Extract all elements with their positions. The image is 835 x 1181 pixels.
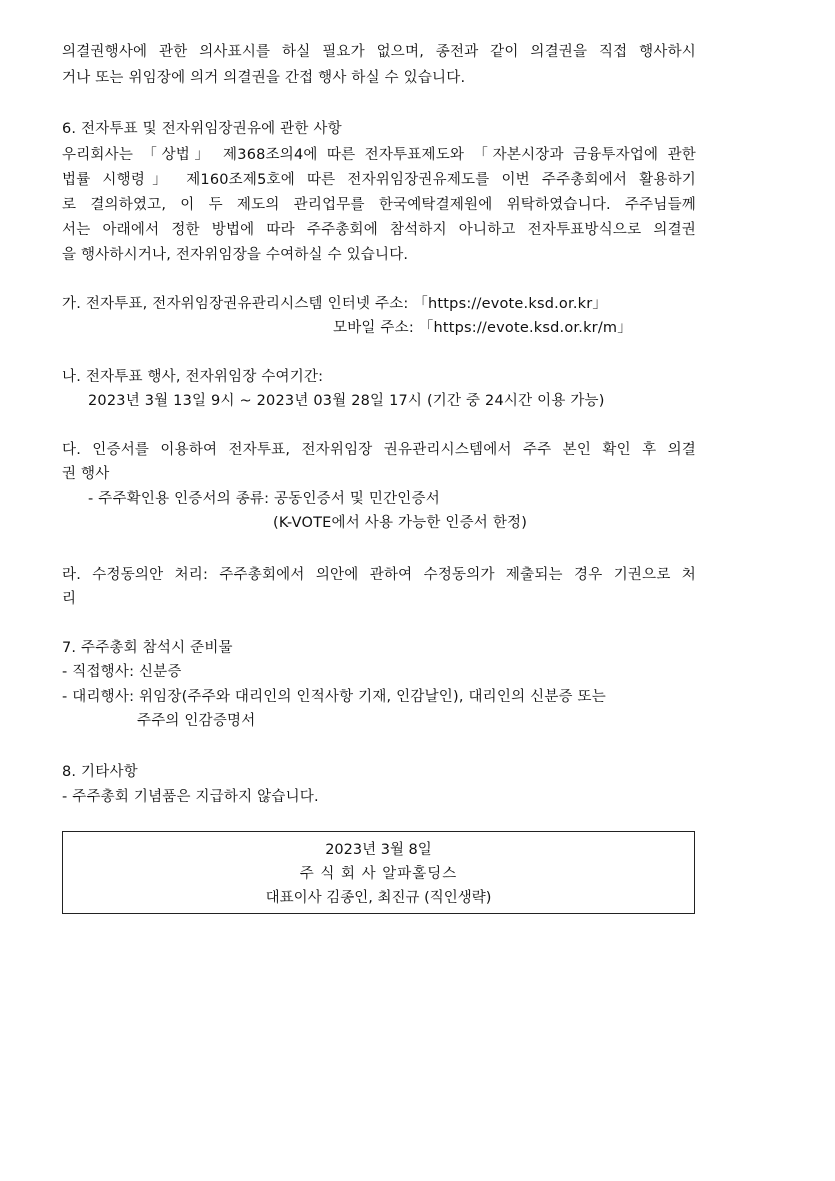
section-6-para-line-2: 법률 시행령」 제160조제5호에 따른 전자위임장권유제도를 이번 주주총회에서 활용하기	[62, 172, 696, 188]
intro-line-1: 의결권행사에 관한 의사표시를 하실 필요가 없으며, 종전과 같이 의결권을 직접 행사하시	[62, 44, 696, 60]
section-6-para-line-3: 로 결의하였고, 이 두 제도의 관리업무를 한국예탁결제원에 위탁하였습니다. 주주님들께	[62, 197, 696, 213]
item-na-period: 2023년 3월 13일 9시 ~ 2023년 03월 28일 17시 (기간 중 24시간 이용 가능)	[88, 393, 605, 409]
item-da-certificate-note: (K-VOTE에서 사용 가능한 인증서 한정)	[273, 515, 528, 531]
section-7-heading: 7. 주주총회 참석시 준비물	[62, 640, 233, 656]
intro-line-2: 거나 또는 위임장에 의거 의결권을 간접 행사 하실 수 있습니다.	[62, 70, 466, 86]
section-6-para-line-5: 을 행사하시거나, 전자위임장을 수여하실 수 있습니다.	[62, 247, 409, 263]
section-7-item-proxy-line-1: - 대리행사: 위임장(주주와 대리인의 인적사항 기재, 인감날인), 대리인의 신분증 또는	[62, 689, 606, 705]
signature-date: 2023년 3월 8일	[325, 842, 432, 858]
item-na-title: 나. 전자투표 행사, 전자위임장 수여기간:	[62, 369, 324, 385]
item-da-line-2: 권 행사	[62, 466, 110, 482]
section-7-item-proxy-line-2: 주주의 인감증명서	[137, 713, 256, 729]
item-da-certificate-types: - 주주확인용 인증서의 종류: 공동인증서 및 민간인증서	[88, 491, 440, 507]
section-6-para-line-1: 우리회사는 「상법」 제368조의4에 따른 전자투표제도와 「자본시장과 금융투자업에 관한	[62, 147, 696, 163]
item-ra-line-2: 리	[62, 591, 77, 607]
signature-ceo: 대표이사 김종인, 최진규 (직인생략)	[265, 890, 492, 906]
section-7-item-direct: - 직접행사: 신분증	[62, 664, 182, 680]
section-8-heading: 8. 기타사항	[62, 764, 138, 780]
signature-box	[62, 831, 695, 914]
item-ga-url: 가. 전자투표, 전자위임장권유관리시스템 인터넷 주소: 「https://evote.ksd.or.kr」	[62, 296, 608, 312]
section-6-heading: 6. 전자투표 및 전자위임장권유에 관한 사항	[62, 121, 342, 137]
item-ga-mobile-url: 모바일 주소: 「https://evote.ksd.or.kr/m」	[333, 320, 632, 336]
item-ra-line-1: 라. 수정동의안 처리: 주주총회에서 의안에 관하여 수정동의가 제출되는 경우 기권으로 처	[62, 567, 696, 583]
signature-company: 주 식 회 사 알파홀딩스	[299, 866, 458, 882]
item-da-line-1: 다. 인증서를 이용하여 전자투표, 전자위임장 권유관리시스템에서 주주 본인 확인 후 의결	[62, 442, 696, 458]
section-6-para-line-4: 서는 아래에서 정한 방법에 따라 주주총회에 참석하지 아니하고 전자투표방식으로 의결권	[62, 222, 696, 238]
section-8-item-gift: - 주주총회 기념품은 지급하지 않습니다.	[62, 789, 319, 805]
